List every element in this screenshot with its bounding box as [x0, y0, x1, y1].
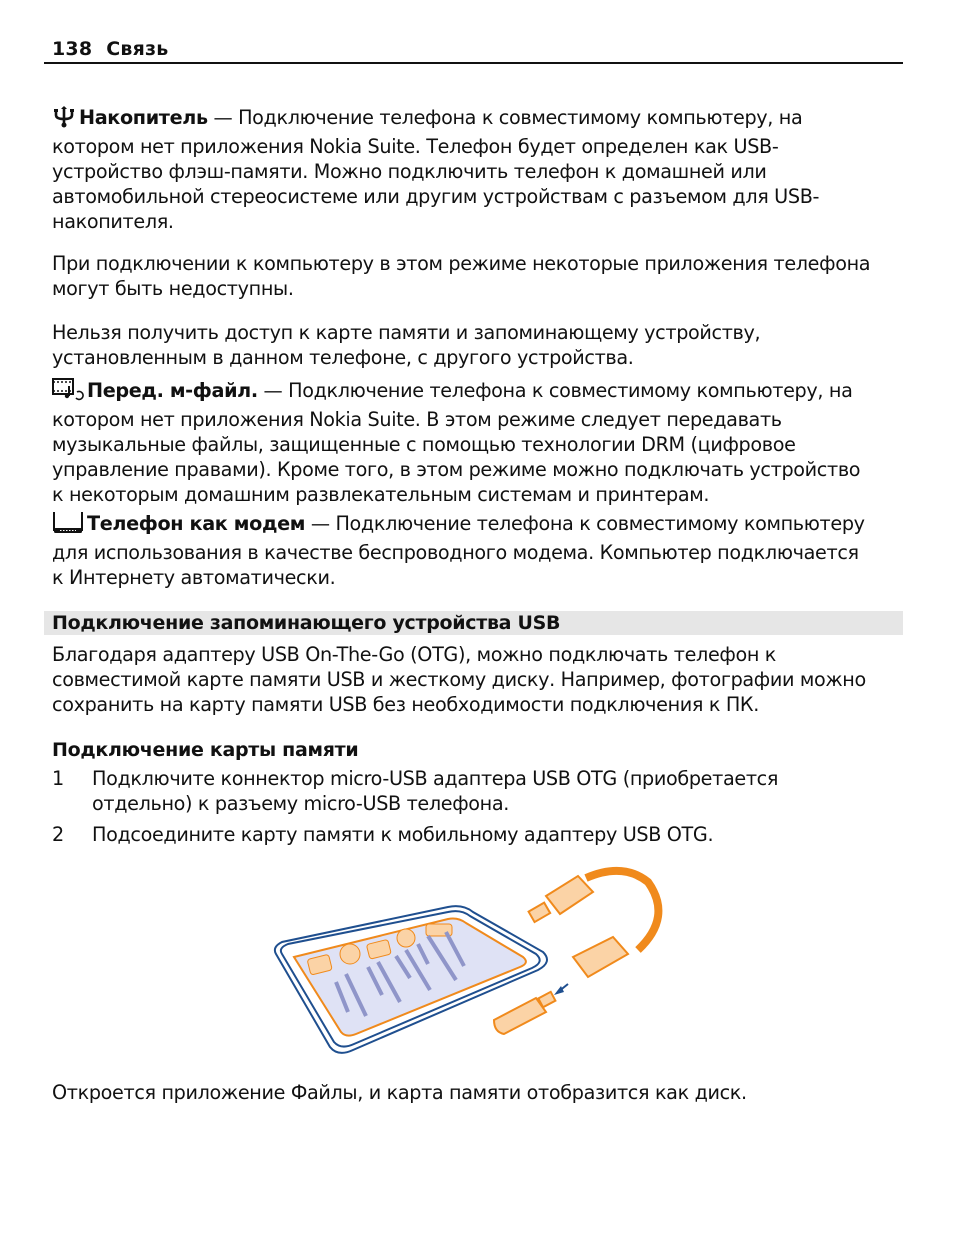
text-line: сохранить на карту памяти USB без необходимости подключения к ПК.: [52, 693, 759, 716]
result-paragraph: [52, 1080, 747, 1105]
text-line: накопителя.: [52, 210, 174, 233]
text-line: совместимой карте памяти USB и жесткому диску. Например, фотографии можно: [52, 668, 866, 691]
text-line: установленным в данном телефоне, с другого устройства.: [52, 346, 634, 369]
text-line: Подсоедините карту памяти к мобильному адаптеру USB OTG.: [92, 823, 714, 846]
usb-otg-illustration: [268, 862, 678, 1061]
text-line: Нельзя получить доступ к карте памяти и запоминающему устройству,: [52, 321, 761, 344]
section-paragraph: [52, 642, 866, 717]
text-line: Откроется приложение Файлы, и карта памяти отобразится как диск.: [52, 1081, 747, 1104]
media-transfer-title: Перед. м-файл.: [87, 379, 258, 402]
section-heading: Подключение запоминающего устройства USB: [52, 612, 561, 634]
usb-flash-drive: [494, 992, 555, 1034]
text-line: — Подключение телефона к совместимому компьютеру, на: [257, 379, 853, 402]
note-paragraph: [52, 320, 760, 370]
step-number: 2: [52, 823, 64, 846]
text-line: — Подключение телефона к совместимому компьютеру: [305, 512, 865, 535]
text-line: котором нет приложения Nokia Suite. Телефон будет определен как USB-: [52, 135, 779, 158]
header-rule: [44, 62, 903, 64]
text-line: Благодаря адаптеру USB On-The-Go (OTG), можно подключать телефон к: [52, 643, 777, 666]
text-line: устройство флэш-памяти. Можно подключить телефон к домашней или: [52, 160, 767, 183]
text-line: — Подключение телефона к совместимому компьютеру, на: [207, 106, 803, 129]
usb-icon: [52, 106, 76, 134]
text-line: музыкальные файлы, защищенные с помощью технологии DRM (цифровое: [52, 433, 796, 456]
text-line: для использования в качестве беспроводного модема. Компьютер подключается: [52, 541, 859, 564]
step-item: [52, 822, 902, 847]
text-line: отдельно) к разъему micro-USB телефона.: [92, 792, 510, 815]
text-line: Подключите коннектор micro-USB адаптера USB OTG (приобретается: [92, 767, 779, 790]
text-line: к некоторым домашним развлекательным системам и принтерам.: [52, 483, 710, 506]
mass-storage-title: Накопитель: [79, 106, 208, 129]
page-header: [52, 38, 183, 60]
text-line: к Интернету автоматически.: [52, 566, 336, 589]
text-line: котором нет приложения Nokia Suite. В этом режиме следует передавать: [52, 408, 782, 431]
modem-icon: [52, 510, 84, 540]
text-line: управление правами). Кроме того, в этом режиме можно подключать устройство: [52, 458, 861, 481]
media-transfer-paragraph: [52, 377, 860, 507]
text-line: могут быть недоступны.: [52, 277, 294, 300]
note-paragraph: [52, 251, 870, 301]
modem-paragraph: [52, 510, 865, 590]
step-item: [52, 766, 902, 816]
section-name: Связь: [106, 38, 169, 60]
media-transfer-icon: [52, 377, 84, 407]
text-line: При подключении к компьютеру в этом режиме некоторые приложения телефона: [52, 252, 871, 275]
page-number: 138: [52, 38, 93, 60]
text-line: автомобильной стереосистеме или другим устройствам с разъемом для USB-: [52, 185, 820, 208]
step-number: 1: [52, 767, 64, 790]
modem-title: Телефон как модем: [87, 512, 306, 535]
subsection-heading: Подключение карты памяти: [52, 739, 359, 761]
usb-otg-cable: [529, 871, 659, 977]
mass-storage-paragraph: [52, 105, 819, 234]
